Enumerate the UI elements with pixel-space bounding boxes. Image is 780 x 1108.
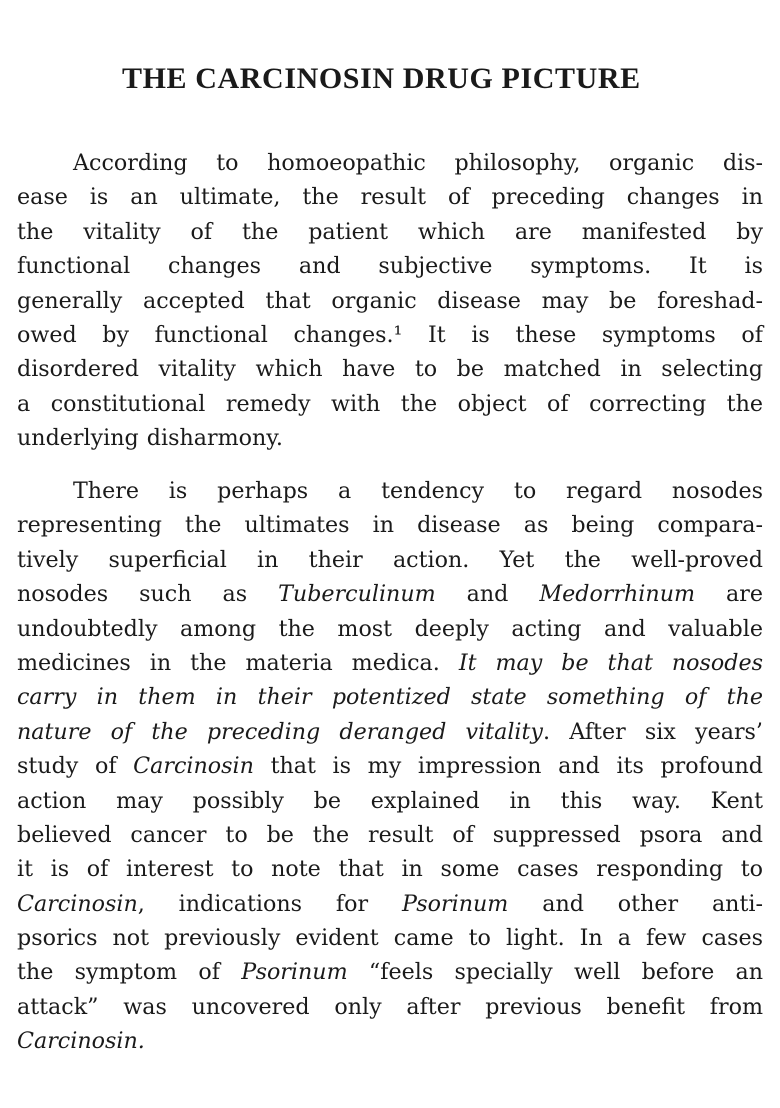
italic-text: Medorrhinum <box>539 581 696 608</box>
text-line <box>17 646 763 680</box>
text-segment: According to homoeopathic philosophy, organic dis- <box>73 150 763 176</box>
italic-text: Psorinum <box>241 959 348 986</box>
text-segment: are <box>695 581 763 608</box>
text-segment: and <box>435 581 540 608</box>
text-line <box>17 749 763 783</box>
text-segment: disordered vitality which have to be matched in selecting <box>17 356 763 383</box>
italic-text: Psorinum <box>401 890 509 917</box>
text-segment: it is of interest to note that in some cases responding to <box>17 856 763 883</box>
text-line <box>17 818 763 852</box>
text-segment: ease is an ultimate, the result of preceding changes in <box>17 184 763 211</box>
italic-text: Carcinosin <box>133 753 254 780</box>
italic-text: It may be that nosodes <box>458 649 763 676</box>
paragraph-2 <box>17 474 763 1059</box>
text-segment: a constitutional remedy with the object of correcting the <box>17 390 763 417</box>
text-line <box>17 1024 763 1058</box>
paragraph-1 <box>17 146 763 456</box>
text-segment: generally accepted that organic disease may be foreshad- <box>17 287 763 314</box>
text-line <box>17 249 763 283</box>
text-line <box>17 508 763 542</box>
text-line <box>17 474 763 508</box>
text-segment: the symptom of <box>17 959 242 986</box>
text-segment: medicines in the materia medica. <box>17 649 459 676</box>
text-segment: nosodes such as <box>17 581 279 608</box>
text-segment: owed by functional changes.¹ It is these symptoms of <box>17 321 763 348</box>
text-line <box>17 887 763 921</box>
text-segment: tively superficial in their action. Yet the well-proved <box>17 546 763 573</box>
text-line <box>17 921 763 955</box>
page-title: THE CARCINOSIN DRUG PICTURE <box>122 62 641 95</box>
text-segment: and other anti- <box>508 890 763 917</box>
text-segment: study of <box>17 753 134 780</box>
text-segment: representing the ultimates in disease as being compara- <box>17 512 763 539</box>
text-line <box>17 352 763 386</box>
text-segment: psorics not previously evident came to light. In a few cases <box>17 925 763 952</box>
text-line <box>17 180 763 214</box>
text-segment: “feels specially well before an <box>347 959 764 986</box>
text-segment: . After six years’ <box>542 718 763 745</box>
text-line <box>17 955 763 989</box>
text-line <box>17 680 763 714</box>
text-line <box>17 990 763 1024</box>
text-segment: functional changes and subjective symptoms. It is <box>17 253 763 280</box>
text-line <box>17 543 763 577</box>
text-line <box>17 784 763 818</box>
text-segment: underlying disharmony. <box>17 425 283 452</box>
text-segment: believed cancer to be the result of suppressed psora and <box>17 821 763 848</box>
text-line <box>17 852 763 886</box>
text-segment: attack” was uncovered only after previous benefit from <box>17 993 763 1020</box>
text-line <box>17 577 763 611</box>
text-segment: the vitality of the patient which are manifested by <box>17 218 763 245</box>
text-line <box>17 715 763 749</box>
text-line <box>17 146 763 180</box>
italic-text: carry in them in their potentized state something of the <box>17 684 763 711</box>
text-line <box>17 215 763 249</box>
text-segment: undoubtedly among the most deeply acting and valuable <box>17 615 763 642</box>
italic-text: Carcinosin. <box>17 1028 145 1055</box>
text-line <box>17 612 763 646</box>
text-line <box>17 387 763 421</box>
text-segment: that is my impression and its profound <box>253 753 763 780</box>
italic-text: nature of the preceding deranged vitality <box>17 718 543 745</box>
italic-text: Tuberculinum <box>278 581 436 608</box>
italic-text: Carcinosin <box>17 890 138 917</box>
text-segment: action may possibly be explained in this way. Kent <box>17 787 763 814</box>
text-segment: , indications for <box>137 890 402 917</box>
text-segment: There is perhaps a tendency to regard nosodes <box>73 478 763 504</box>
text-line <box>17 284 763 318</box>
text-line <box>17 318 763 352</box>
text-line <box>17 421 763 455</box>
